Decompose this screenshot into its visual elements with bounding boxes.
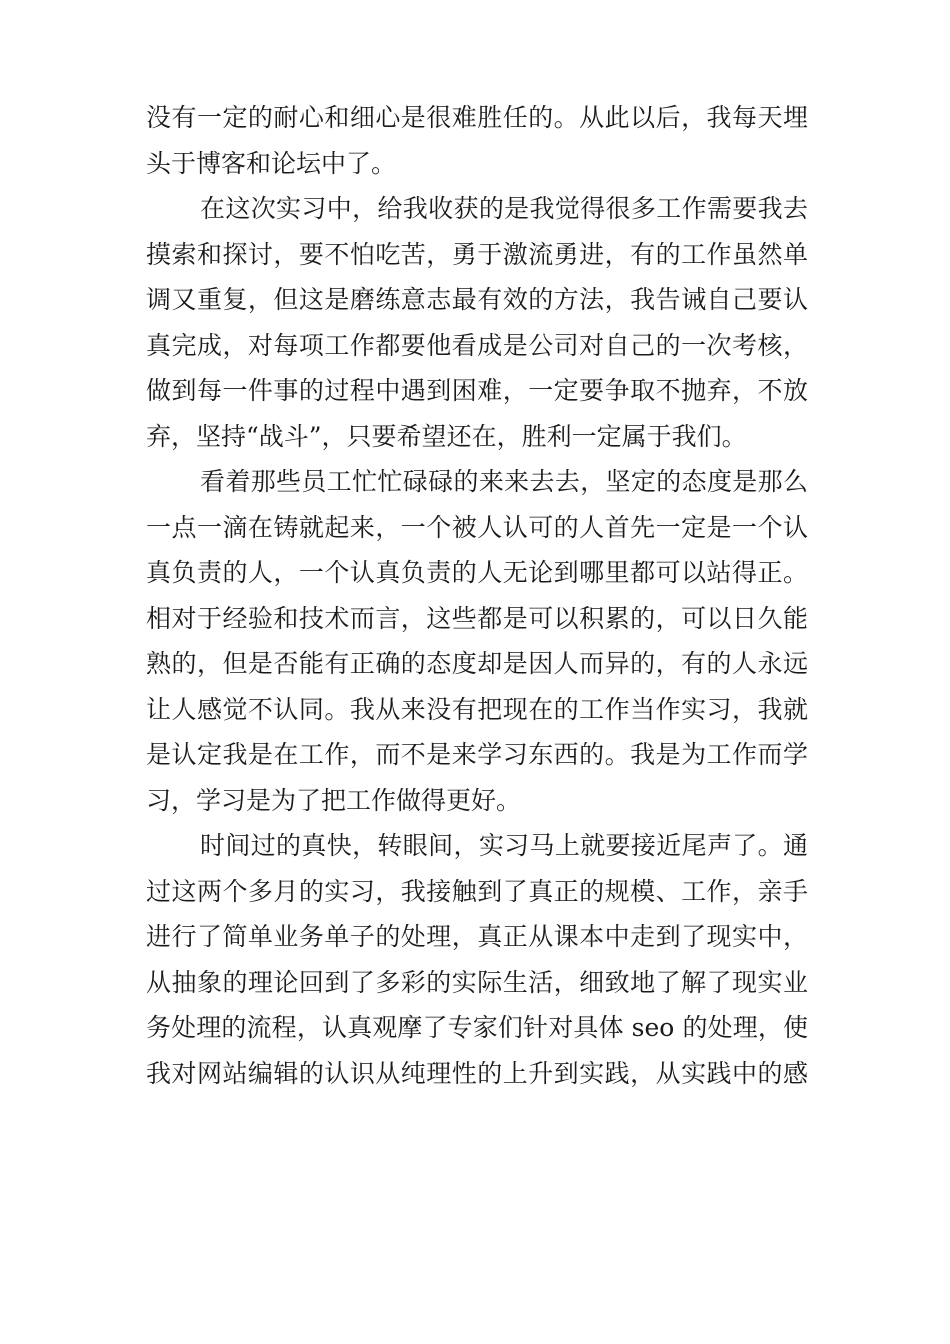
text-line: 摸索和探讨，要不怕吃苦，勇于激流勇进，有的工作虽然单: [146, 239, 808, 269]
text-line: 真负责的人，一个认真负责的人无论到哪里都可以站得正。: [146, 558, 808, 587]
paragraph: [146, 823, 808, 1096]
text-line: 一点一滴在铸就起来，一个被人认可的人首先一定是一个认: [146, 512, 808, 542]
paragraph: [146, 95, 808, 186]
text-line: 头于博客和论坛中了。: [146, 148, 397, 178]
text-line: 相对于经验和技术而言，这些都是可以积累的，可以日久能: [146, 603, 808, 633]
text-line: 弃，坚持“战斗”，只要希望还在，胜利一定属于我们。: [146, 421, 747, 451]
text-line: 没有一定的耐心和细心是很难胜任的。从此以后，我每天埋: [146, 103, 808, 132]
text-line: 真完成，对每项工作都要他看成是公司对自己的一次考核，: [146, 330, 808, 360]
text-line: 做到每一件事的过程中遇到困难，一定要争取不抛弃，不放: [146, 376, 808, 405]
text-line: 看着那些员工忙忙碌碌的来来去去，坚定的态度是那么: [200, 467, 808, 496]
text-line: 调又重复，但这是磨练意志最有效的方法，我告诫自己要认: [146, 285, 808, 314]
text-line: 熟的，但是否能有正确的态度却是因人而异的，有的人永远: [146, 649, 808, 678]
text-line: 在这次实习中，给我收获的是我觉得很多工作需要我去: [200, 194, 808, 223]
text-line: 我对网站编辑的认识从纯理性的上升到实践，从实践中的感: [146, 1058, 808, 1088]
text-line: 是认定我是在工作，而不是来学习东西的。我是为工作而学: [146, 740, 808, 769]
text-line: 进行了简单业务单子的处理，真正从课本中走到了现实中，: [146, 922, 808, 951]
text-line: 从抽象的理论回到了多彩的实际生活，细致地了解了现实业: [146, 967, 808, 997]
text-line: 务处理的流程，认真观摩了专家们针对具体 seo 的处理，使: [146, 1013, 808, 1042]
paragraph: [146, 186, 808, 459]
text-line: 习，学习是为了把工作做得更好。: [146, 785, 522, 815]
text-line: 时间过的真快，转眼间，实习马上就要接近尾声了。通: [200, 831, 808, 860]
text-line: 让人感觉不认同。我从来没有把现在的工作当作实习，我就: [146, 694, 808, 724]
text-line: 过这两个多月的实习，我接触到了真正的规模、工作，亲手: [146, 876, 808, 906]
document-body: [146, 95, 808, 1096]
paragraph: [146, 459, 808, 823]
